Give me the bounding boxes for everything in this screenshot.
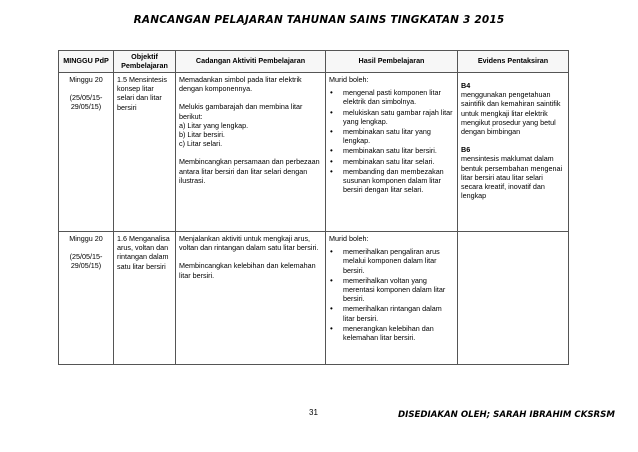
list-item: • membinakan satu litar bersiri. xyxy=(343,146,454,155)
outcome-intro: Murid boleh: xyxy=(329,75,369,84)
cell-objektif xyxy=(114,232,176,365)
prepared-by-credit: DISEDIAKAN OLEH; SARAH IBRAHIM CKSRSM xyxy=(398,410,615,420)
list-item: a) Litar yang lengkap. xyxy=(179,120,249,130)
activity-paragraph: Menjalankan aktiviti untuk mengkaji arus, voltan dan rintangan dalam satu litar bersiri. xyxy=(179,234,319,253)
header-evidens: Evidens Pentaksiran xyxy=(458,51,569,73)
week-label: Minggu 20 xyxy=(69,75,103,84)
lesson-plan-table xyxy=(58,50,569,365)
evidence-band-label: B6 xyxy=(461,145,471,155)
cell-evidens xyxy=(458,73,569,232)
list-item: • memerihalkan voltan yang merentasi komponen dalam litar bersiri. xyxy=(343,276,454,304)
cell-cadangan xyxy=(176,73,326,232)
list-item: • memerihalkan rintangan dalam litar bersiri. xyxy=(343,304,454,322)
date-range: (25/05/15-29/05/15) xyxy=(69,93,103,112)
list-item: c) Litar selari. xyxy=(179,139,223,149)
activity-list xyxy=(179,121,322,149)
activity-paragraph: Membincangkan kelebihan dan kelemahan litar bersiri. xyxy=(179,261,316,280)
header-minggu: MINGGU PdP xyxy=(59,51,114,73)
list-item: • melukiskan satu gambar rajah litar yang lengkap. xyxy=(343,108,454,126)
header-cadangan: Cadangan Aktiviti Pembelajaran xyxy=(176,51,326,73)
cell-hasil xyxy=(326,232,458,365)
week-label: Minggu 20 xyxy=(69,234,103,243)
evidence-band-label: B4 xyxy=(461,81,471,90)
list-item: b) Litar bersiri. xyxy=(179,130,225,140)
header-hasil: Hasil Pembelajaran xyxy=(326,51,458,73)
header-objektif: Objektif Pembelajaran xyxy=(114,51,176,73)
list-item: • membanding dan membezakan susunan komponen dalam litar bersiri dengan litar selari. xyxy=(343,167,454,195)
list-item: • membinakan satu litar yang lengkap. xyxy=(343,127,454,145)
cell-minggu xyxy=(59,232,114,365)
outcome-list xyxy=(329,88,454,194)
date-range: (25/05/15-29/05/15) xyxy=(69,252,103,271)
cell-evidens xyxy=(458,232,569,365)
list-item: • membinakan satu litar selari. xyxy=(343,157,454,166)
page-number: 31 xyxy=(309,408,318,417)
evidence-text: mensintesis maklumat dalam bentuk persembahan mengenai litar bersiri atau litar selari secara kreatif, inovatif dan lengkap xyxy=(461,154,563,201)
activity-paragraph: Memadankan simbol pada litar elektrik dengan komponennya. xyxy=(179,75,302,94)
outcome-intro: Murid boleh: xyxy=(329,234,369,243)
cell-cadangan xyxy=(176,232,326,365)
page-title: RANCANGAN PELAJARAN TAHUNAN SAINS TINGKATAN 3 2015 xyxy=(133,14,505,26)
cell-minggu xyxy=(59,73,114,232)
objective-text: 1.5 Mensintesis konsep litar selari dan litar bersiri xyxy=(117,75,167,112)
cell-hasil xyxy=(326,73,458,232)
evidence-text: menggunakan pengetahuan saintifik dan kemahiran saintifik untuk mengkaji litar elektrik mengikut prosedur yang betul dengan bimbingan xyxy=(461,90,561,137)
list-item: • mengenal pasti komponen litar elektrik dan simbolnya. xyxy=(343,88,454,106)
objective-text: 1.6 Menganalisa arus, voltan dan rintangan dalam satu litar bersiri xyxy=(117,234,170,271)
table-row xyxy=(59,73,569,232)
table-header-row xyxy=(59,51,569,73)
table-row xyxy=(59,232,569,365)
cell-objektif xyxy=(114,73,176,232)
list-item: • menerangkan kelebihan dan kelemahan litar bersiri. xyxy=(343,324,454,342)
activity-paragraph: Melukis gambarajah dan membina litar berikut: xyxy=(179,102,303,121)
outcome-list xyxy=(329,247,454,342)
activity-paragraph: Membincangkan persamaan dan perbezaan antara litar bersiri dan litar selari dengan ilustrasi. xyxy=(179,157,320,185)
list-item: • memerihalkan pengaliran arus melalui komponen dalam litar bersiri. xyxy=(343,247,454,275)
